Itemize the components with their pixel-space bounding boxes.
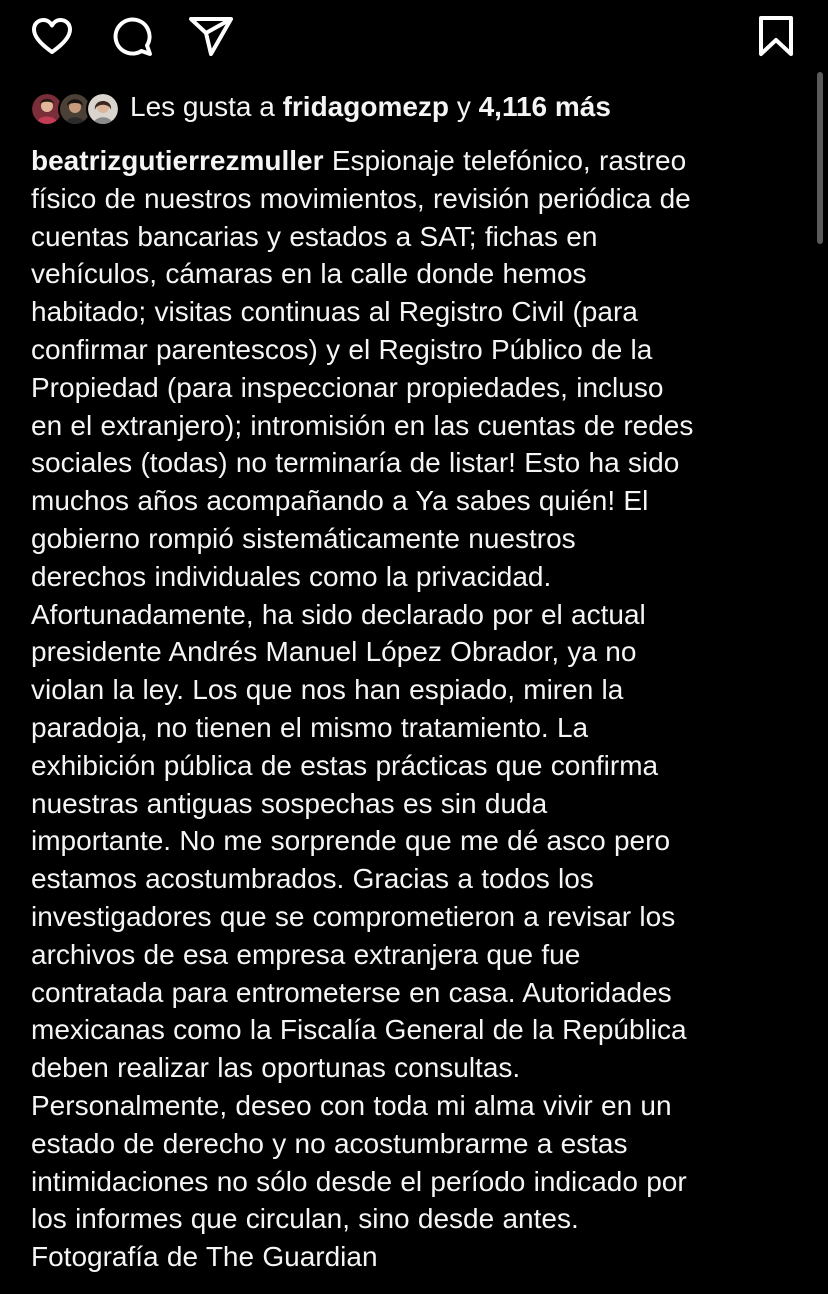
likes-connector: y — [456, 91, 471, 122]
avatar — [86, 92, 120, 126]
caption-line: paradoja, no tienen el mismo tratamiento. La — [31, 711, 589, 743]
caption-line: deben realizar las oportunas consultas. — [31, 1052, 521, 1084]
caption-first-line — [31, 142, 803, 180]
post-caption — [31, 142, 803, 1276]
liker-username[interactable]: fridagomezp — [282, 91, 450, 122]
caption-line: Personalmente, deseo con toda mi alma vivir en un — [31, 1089, 672, 1121]
liker-avatars — [30, 90, 118, 124]
caption-line: sociales (todas) no terminaría de listar! Esto ha sido — [31, 447, 680, 479]
caption-line: estado de derecho y no acostumbrarme a estas — [31, 1127, 628, 1159]
caption-line: derechos individuales como la privacidad. — [31, 560, 552, 592]
caption-line: cuentas bancarias y estados a SAT; fichas en — [31, 220, 598, 252]
likes-count[interactable]: 4,116 más — [478, 91, 611, 122]
caption-line: Afortunadamente, ha sido declarado por el actual — [31, 598, 646, 630]
caption-line: vehículos, cámaras en la calle donde hemos — [31, 258, 587, 290]
scrollbar[interactable] — [817, 72, 823, 244]
bookmark-icon[interactable] — [752, 12, 800, 60]
likes-prefix: Les gusta a — [130, 91, 275, 122]
caption-line: mexicanas como la Fiscalía General de la República — [31, 1014, 687, 1046]
caption-line: violan la ley. Los que nos han espiado, miren la — [31, 674, 624, 706]
comment-icon[interactable] — [108, 12, 156, 60]
caption-line: contratada para entrometerse en casa. Autoridades — [31, 976, 672, 1008]
caption-line: los informes que circulan, sino desde antes. — [31, 1203, 579, 1235]
caption-username[interactable]: beatrizgutierrezmuller — [31, 145, 324, 176]
likes-text — [130, 90, 611, 124]
caption-line: confirmar parentescos) y el Registro Público de la — [31, 333, 653, 365]
caption-line: intimidaciones no sólo desde el período indicado por — [31, 1165, 687, 1197]
send-icon[interactable] — [187, 12, 235, 60]
caption-line: exhibición pública de estas prácticas que confirma — [31, 749, 659, 781]
caption-line: estamos acostumbrados. Gracias a todos los — [31, 863, 594, 895]
caption-line: gobierno rompió sistemáticamente nuestros — [31, 522, 576, 554]
caption-text: Espionaje telefónico, rastreo — [331, 145, 687, 176]
caption-line: archivos de esa empresa extranjera que fue — [31, 938, 581, 970]
caption-line: investigadores que se comprometieron a revisar los — [31, 900, 676, 932]
caption-line: nuestras antiguas sospechas es sin duda — [31, 787, 548, 819]
caption-line: importante. No me sorprende que me dé asco pero — [31, 825, 671, 857]
heart-icon[interactable] — [28, 12, 76, 60]
likes-summary[interactable] — [30, 86, 800, 128]
caption-line: presidente Andrés Manuel López Obrador, ya no — [31, 636, 637, 668]
caption-line: físico de nuestros movimientos, revisión periódica de — [31, 182, 691, 214]
caption-line: habitado; visitas continuas al Registro Civil (para — [31, 296, 638, 328]
caption-line: en el extranjero); intromisión en las cuentas de redes — [31, 409, 694, 441]
post-action-bar — [0, 0, 828, 80]
caption-line: muchos años acompañando a Ya sabes quién! El — [31, 485, 649, 517]
caption-line: Propiedad (para inspeccionar propiedades, incluso — [31, 371, 664, 403]
caption-line: Fotografía de The Guardian — [31, 1241, 378, 1273]
